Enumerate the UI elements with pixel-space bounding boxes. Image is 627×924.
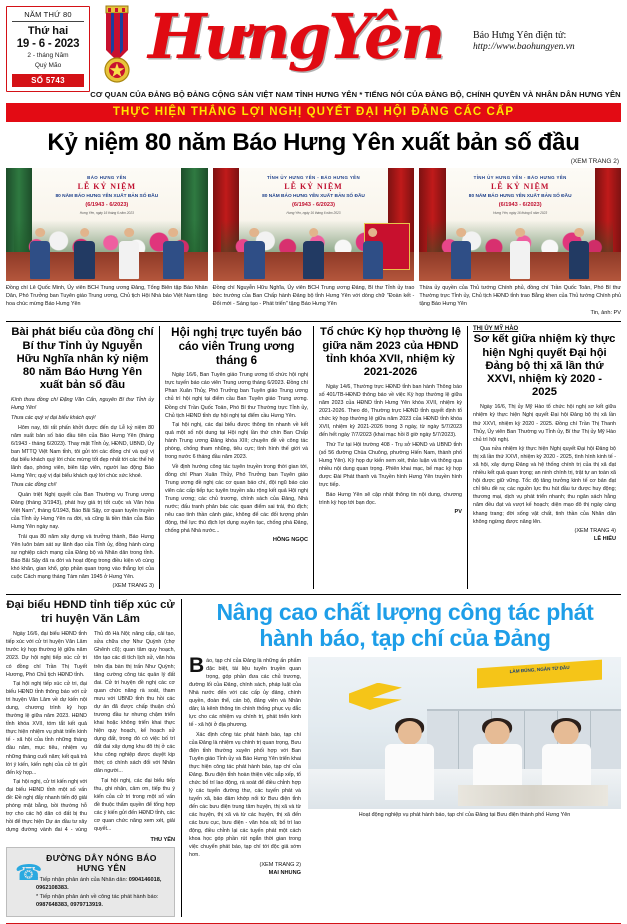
- hotline-line-1: [36, 876, 167, 893]
- article-paragraph: Ngày 16/6, đại biểu HĐND tỉnh tiếp xúc với cử tri huyện Văn Lâm trước kỳ họp thường lệ giữa năm 2023. Dự hội nghị tiếp xúc cử tri có đồng chí Trần Thị Tuyết Hương, Phó Chủ tịch HĐND tỉnh.: [6, 631, 87, 678]
- photo-screen-line3: (6/1943 - 6/2023): [498, 201, 542, 208]
- hotline-numbers-1[interactable]: 0904146018, 0962108383.: [36, 876, 162, 892]
- masthead: [0, 0, 627, 96]
- page-title: HưngYên: [148, 0, 443, 73]
- photo-screen-line3: (6/1943 - 6/2023): [292, 201, 335, 208]
- photo-caption: Thừa ủy quyền của Thủ tướng Chính phủ, đồng chí Trần Quốc Toản, Phó Bí thư Thường trực Tỉnh ủy, Chủ tịch HĐND tỉnh trao Bằng khen của Thủ tướng Chính phủ tặng Báo Hưng Yên: [419, 285, 622, 308]
- feature-see-page[interactable]: (XEM TRANG 2): [259, 861, 301, 868]
- publication-year-label: NĂM THỨ 80: [12, 10, 84, 22]
- article-paragraph: Về định hướng công tác tuyên truyền trong thời gian tới, đồng chí Phan Xuân Thủy, Phó Trưởng ban Tuyên giáo Trung ương đề nghị các cơ quan báo chí, đội ngũ báo cáo viên các cấp tiếp tục tuyên truyền sâu rộng kết quả Hội nghị Trung ương; các chủ trương, chính sách của Đảng, Nhà nước; đấu tranh phản bác các quan điểm sai trái, thù địch; nêu cao tinh thần cảnh giác, không để các đối tượng phản động, thế lực thù địch lợi dụng xuyên tạc, chống phá Đảng, chống phá Nhà nước...: [165, 463, 308, 535]
- article-body: [473, 403, 616, 525]
- hotline-label-1: * Tiếp nhận phản ánh của Nhân dân:: [36, 876, 128, 883]
- ceremony-photo-1: [6, 168, 208, 281]
- article-body: [11, 396, 154, 581]
- bottom-section: [0, 599, 627, 917]
- article-paragraph: Ngày 16/6, Thị ủy Mỹ Hào tổ chức hội nghị sơ kết giữa nhiệm kỳ thực hiện Nghị quyết Đại hội Đảng bộ thị xã lần thứ XXVI, nhiệm kỳ 2020 - 2025. Đồng chí Trần Thị Thanh Thủy, Ủy viên Ban Thường vụ Tỉnh ủy, Bí thư Thị ủy Mỹ Hào chủ trì hội nghị.: [473, 404, 616, 443]
- photo-screen-line1: LỄ KỶ NIỆM: [490, 181, 550, 191]
- hotline-numbers-2[interactable]: 0987648383, 0979713919.: [36, 902, 103, 909]
- article-headline[interactable]: Bài phát biểu của đồng chí Bí thư Tỉnh ủy Nguyễn Hữu Nghĩa nhân kỷ niệm 80 năm Báo Hưng Yên xuất bản số đầu: [11, 326, 154, 392]
- photo-screen-line3: (6/1943 - 6/2023): [85, 201, 129, 208]
- article-paragraph: Báo Hưng Yên sẽ cập nhật thông tin nội dung, chương trình kỳ họp tới bạn đọc.: [319, 491, 462, 506]
- article-kicker: THỊ ỦY MỸ HÀO: [473, 326, 519, 333]
- publication-date: 19 - 6 - 2023: [16, 37, 80, 50]
- photo-screen-line1: LỄ KỶ NIỆM: [77, 181, 137, 191]
- article-byline: THU YẾN: [150, 836, 175, 843]
- photo-screen-line4: Hưng Yên, ngày 16 tháng 6 năm 2023: [286, 210, 341, 215]
- hotline-box: [6, 847, 175, 918]
- photo-item: [6, 168, 208, 316]
- online-edition-label: Báo Hưng Yên điện tử:: [473, 30, 567, 41]
- article-paragraph: Thưa các đồng chí!: [11, 482, 57, 489]
- photo-screen-line2: 80 NĂM BÁO HƯNG YÊN XUẤT BẢN SỐ ĐẦU: [468, 193, 572, 199]
- medal-icon: [94, 4, 140, 96]
- article-see-page[interactable]: (XEM TRANG 4): [574, 527, 616, 534]
- masthead-slogan: CƠ QUAN CỦA ĐẢNG BỘ ĐẢNG CỘNG SẢN VIỆT NAM TỈNH HƯNG YÊN * TIẾNG NÓI CỦA ĐẢNG BỘ, CHÍNH QUYỀN VÀ NHÂN DÂN HƯNG YÊN: [90, 90, 621, 99]
- article-column-2: [159, 326, 313, 589]
- feature-photo-wrap: [308, 657, 621, 876]
- photo-credit: Tin, ảnh: PV: [590, 310, 622, 317]
- campaign-banner: THỰC HIỆN THẮNG LỢI NGHỊ QUYẾT ĐẠI HỘI ĐẢNG CÁC CẤP: [6, 103, 621, 122]
- lead-headline[interactable]: Kỷ niệm 80 năm Báo Hưng Yên xuất bản số đầu: [47, 129, 580, 156]
- feature-body: [189, 653, 301, 876]
- photo-item: [419, 168, 621, 316]
- post-office-photo: [308, 657, 621, 809]
- article-paragraph: Qua nửa nhiệm kỳ thực hiện Nghị quyết Đại hội Đảng bộ thị xã lần thứ XXVI, nhiệm kỳ 2020 - 2025, tình hình kinh tế - xã hội, xây dựng Đảng và hệ thống chính trị của thị xã đạt nhiều kết quả quan trọng; an ninh chính trị, trật tự an toàn xã hội được giữ vững. Tốc độ tăng trưởng kinh tế cơ bản đạt chỉ tiêu đề ra; các nguồn lực thu hút đầu tư được huy động; thương mại, dịch vụ phát triển nhanh; thu ngân sách hằng năm đều đạt và vượt kế hoạch; diện mạo đô thị ngày càng khang trang; đời sống vật chất, tinh thần của Nhân dân không ngừng được nâng lên.: [473, 446, 616, 525]
- bottom-right-article: [182, 599, 621, 917]
- article-paragraph: Tại hội nghị tiếp xúc cử tri, đại biểu HĐND tỉnh thông báo với cử tri huyện Văn Lâm về dự kiến nội dung, chương trình kỳ họp thường lệ giữa năm 2023. HĐND tỉnh khóa XVII, tóm tắt kết quả thực hiện nhiệm vụ phát triển kinh tế - xã hội của tỉnh những tháng đầu năm, mục tiêu, nhiệm vụ những tháng cuối năm; kết quả trả lời ý kiến, kiến nghị của cử tri gửi đến kỳ họp...: [6, 681, 87, 776]
- section-divider: [6, 594, 621, 595]
- article-columns: [0, 326, 627, 589]
- photo-screen-org: BÁO HƯNG YÊN: [87, 174, 127, 180]
- article-column-3: [313, 326, 467, 589]
- photo-screen-line4: Hưng Yên, ngày 16 tháng 6 năm 2023: [79, 210, 134, 215]
- lead-see-page[interactable]: (XEM TRANG 2): [570, 158, 619, 165]
- article-paragraph: Kính thưa đồng chí Đặng Văn Cẩn, nguyên Bí thư Tỉnh ủy Hưng Yên!: [11, 397, 154, 412]
- article-column-1: [6, 326, 159, 589]
- photo-screen-org: TỈNH ỦY HƯNG YÊN - BÁO HƯNG YÊN: [266, 174, 361, 180]
- article-headline[interactable]: Sơ kết giữa nhiệm kỳ thực hiện Nghị quyết Đại hội Đảng bộ thị xã lần thứ XXVI, nhiệm kỳ 2020 - 2025: [473, 333, 616, 399]
- ceremony-photo-2: [213, 168, 415, 281]
- photo-item: [213, 168, 415, 316]
- article-headline[interactable]: Hội nghị trực tuyến báo cáo viên Trung ương tháng 6: [171, 326, 302, 367]
- feature-byline: MAI NHUNG: [268, 869, 301, 876]
- photo-screen-line4: Hưng Yên, ngày 16 tháng 6 năm 2023: [493, 210, 548, 215]
- article-see-page[interactable]: (XEM TRANG 3): [112, 582, 154, 589]
- article-headline[interactable]: Đại biểu HĐND tỉnh tiếp xúc cử tri huyện Văn Lâm: [6, 598, 175, 625]
- masthead-title-area: [142, 0, 621, 73]
- date-box: [6, 6, 90, 92]
- article-body: [165, 371, 308, 535]
- article-headline[interactable]: Tổ chức Kỳ họp thường lệ giữa năm 2023 của HĐND tỉnh khóa XVII, nhiệm kỳ 2021-2026: [319, 326, 461, 378]
- photo-sign-text: LÀM ĐÚNG, NGẮN TỪ ĐẦU: [509, 665, 570, 675]
- article-paragraph: Trải qua 80 năm xây dựng và trưởng thành, Báo Hưng Yên luôn bám sát sự lãnh đạo của Tỉnh ủy, đồng hành cùng sự nghiệp cách mạng của Đảng bộ và Nhân dân trong tỉnh. Báo Bãi Sậy đã ra đời và hoạt động trong điều kiện vô cùng khó khăn, gian khổ, góp phần quan trọng vào thắng lợi của cuộc Cách mạng tháng Tám năm 1945 ở Hưng Yên.: [11, 533, 154, 580]
- feature-photo-caption: Hoạt động nghiệp vụ phát hành báo, tạp chí của Đảng tại Bưu điện thành phố Hưng Yên: [358, 811, 571, 818]
- photo-caption: Đồng chí Nguyễn Hữu Nghĩa, Ủy viên BCH Trung ương Đảng, Bí thư Tỉnh ủy trao bức trướng của Ban Chấp hành Đảng bộ tỉnh Hưng Yên với dòng chữ "Đoàn kết - Đổi mới - Sáng tạo - Phát triển" tặng Báo Hưng Yên: [212, 285, 415, 308]
- photo-caption: Đồng chí Lê Quốc Minh, Ủy viên BCH Trung ương Đảng, Tổng Biên tập Báo Nhân Dân, Phó Trưởng ban Tuyên giáo Trung ương, Chủ tịch Hội Nhà báo Việt Nam tặng hoa chúc mừng Báo Hưng Yên: [6, 285, 208, 308]
- online-edition-info: [473, 30, 619, 52]
- ceremony-photo-3: [419, 168, 621, 281]
- article-paragraph: Tại hội nghị, các đại biểu tiếp thu, ghi nhận, cảm ơn, tiếp thu ý kiến của cử tri trong một số vấn đề thuộc thẩm quyền để tổng hợp các ý kiến gửi đến HĐND tỉnh, các cơ quan chức năng xem xét, giải quyết...: [94, 777, 175, 832]
- photo-screen-line2: 80 NĂM BÁO HƯNG YÊN XUẤT BẢN SỐ ĐẦU: [262, 193, 365, 199]
- article-paragraph: Thưa các quý vị đại biểu khách quý!: [11, 415, 96, 422]
- article-paragraph: Xác định công tác phát hành báo, tạp chí của Đảng là nhiệm vụ chính trị quan trọng, Bưu điện tỉnh thường xuyên phối hợp với Ban Tuyên giáo Tỉnh ủy và Báo Hưng Yên triển khai thực hiện công tác phát hành báo, tạp chí của Đảng. Bưu điện tỉnh hoàn thiện việc sắp xếp, tổ chức bố trí lao động, rà soát để điều chỉnh hợp lý các tuyến đường thư, các tuyến phát và tuyến xã, bảo đảm khớp nối từ Bưu điện tỉnh đến các bưu điện trung tâm huyện, thị xã và từ các huyện, thị xã và từ các huyện, thị xã đến các bưu cục, bưu điện - văn hóa xã; bố trí lao động, điều chỉnh lại các tuyến phát một cách khoa học góp phần rút ngắn thời gian trong việc chuyển phát báo, tạp chí tới độc giả sớm hơn.: [189, 731, 301, 859]
- lunar-year: Quý Mão: [34, 61, 62, 69]
- photo-screen-org: TỈNH ỦY HƯNG YÊN - BÁO HƯNG YÊN: [473, 174, 567, 180]
- article-column-4: [467, 326, 621, 589]
- hotline-label-2: * Tiếp nhận phản ánh về công tác phát hành báo:: [36, 893, 159, 900]
- article-body: [319, 383, 462, 507]
- photo-screen-line2: 80 NĂM BÁO HƯNG YÊN XUẤT BẢN SỐ ĐẦU: [55, 193, 159, 199]
- online-edition-url[interactable]: http://www.baohungyen.vn: [473, 42, 575, 52]
- section-divider: [6, 321, 621, 322]
- article-paragraph: Hôm nay, tôi rất phấn khởi được đến dự Lễ kỷ niệm 80 năm xuất bản số báo đầu tiên của Báo Hưng Yên (tháng 6/1943 - tháng 6/2023). Thay mặt Tỉnh ủy, HĐND, UBND, Ủy ban MTTQ Việt Nam tỉnh, tôi gửi tới các đồng chí và quý vị đại biểu khách quý lời chúc mừng tốt đẹp nhất tới các thế hệ lãnh đạo, phóng viên, biên tập viên, người lao động Báo Hưng Yên; quý vị đại biểu khách quý lời chúc sức khoẻ.: [11, 424, 154, 479]
- article-paragraph: Ngày 16/6, Ban Tuyên giáo Trung ương tổ chức hội nghị trực tuyến báo cáo viên Trung ương tháng 6/2023. Đồng chí Phan Xuân Thủy, Phó Trưởng ban Tuyên giáo Trung ương chủ trì hội nghị tại điểm cầu Ban Tuyên giáo Trung ương. Đồng chí Trần Quốc Toản, Phó Bí thư Thường trực Tỉnh ủy, Chủ tịch HĐND tỉnh dự hội nghị tại điểm cầu Hưng Yên.: [165, 372, 308, 419]
- article-paragraph: Tại hội nghị, các đại biểu được thông tin nhanh về kết quả một số nội dung tại Hội nghị lần thứ chín Ban Chấp hành Trung ương Đảng khóa XIII; chuyên đề về công tác phòng, chống tham nhũng, tiêu cực; tình hình thế giới và trong nước 6 tháng đầu năm 2023.: [165, 422, 308, 461]
- photo-screen-line1: LỄ KỶ NIỆM: [284, 181, 343, 191]
- feature-headline[interactable]: Nâng cao chất lượng công tác phát hành báo, tạp chí của Đảng: [216, 598, 594, 652]
- issue-number: SỐ 5743: [12, 74, 84, 87]
- article-byline: HỒNG NGỌC: [272, 537, 308, 544]
- article-paragraph: Thứ Tư tại Hội trường 408 - Trụ sở HĐND và UBND tỉnh (số 56 đường Chùa Chuông, phường Hiến Nam, thành phố Hưng Yên). Kỳ họp dự kiến xem xét, thảo luận và thông qua nhiều nội dung quan trọng. Phiên khai mạc, bế mạc kỳ họp được Đài Phát thanh và Truyền hình Hưng Yên truyền hình trực tiếp.: [319, 442, 462, 489]
- hotline-line-2: [36, 893, 167, 910]
- article-paragraph: Quán triệt Nghị quyết của Ban Thường vụ Trung ương Đảng (tháng 3/1943), phát huy giá trị tốt cuộc và Văn hóa Việt Nam", tháng 6/1943, Báo Bãi Sậy, cơ quan tuyên truyền của Tỉnh ủy Hưng Yên ra đời, và cũng là tiền thân của Báo Hưng Yên ngày nay.: [11, 491, 154, 531]
- weekday-label: Thứ hai: [27, 25, 69, 37]
- article-paragraph: Ngày 14/6, Thường trực HĐND tỉnh ban hành Thông báo số 401/TB-HĐND thông báo về việc Kỳ họp thường lệ giữa năm 2023 của HĐND tỉnh Hưng Yên khóa XVII, nhiệm kỳ 2021-2026. Theo đó, Thường trực HĐND tỉnh quyết định tổ chức kỳ họp thường lệ giữa năm 2023 của HĐND tỉnh khóa XVII, nhiệm kỳ 2021-2026 trong 3 ngày, từ ngày 5/7/2023 đến hết ngày 7/7/2023 (khai mạc hồi 8 giờ ngày 5/7/2023).: [319, 384, 462, 439]
- article-byline: PV: [454, 508, 462, 515]
- hotline-title: ĐƯỜNG DÂY NÓNG BÁO HƯNG YÊN: [46, 852, 157, 873]
- photo-row: [0, 168, 627, 316]
- article-byline: LÊ HIẾU: [593, 535, 616, 542]
- lunar-date: 2 - tháng Năm: [27, 52, 69, 60]
- article-body: [6, 630, 175, 834]
- article-paragraph: Báo, tạp chí của Đảng là những ấn phẩm đặc biệt, tài liệu tuyên truyền quan trọng, góp phần đưa các chủ trương, đường lối của Đảng, chính sách, pháp luật của Nhà nước đến với các cấp ủy đảng, chính quyền, đoàn thể, cán bộ, đảng viên và Nhân dân; là kênh thông tin chính thống phục vụ đắc lực cho các nhiệm vụ chính trị, phát triển kinh tế - xã hội ở địa phương.: [189, 653, 301, 729]
- phone-icon: ☎: [15, 859, 43, 885]
- article-paragraph: Tại hội nghị, cử tri kiến nghị với đại biểu HĐND tỉnh một số vấn đề: Đề nghị đẩy nhanh tiến độ giải phóng mặt bằng, bồi thường hỗ trợ cho các hộ dân có đất bị thu hồi để thực hiện Dự án đầu tư xây dựng đường vành đai 4 - vùng Thủ đô Hà Nội; nâng cấp, cải tạo, sửa chữa chợ Như Quỳnh (chợ Ghênh cũ); quan tâm quy hoạch, tôn tạo các di tích lịch sử, văn hóa trên địa bàn thị trấn Như Quỳnh; tăng cường công tác quản lý đất đai. Cử tri huyện đề nghị các cơ quan chức năng rà soát, tham mưu với UBND tỉnh thu hồi các dự án đã được chấp thuận chủ trương đầu tư nhưng chậm triển khai hoặc không triển khai thực hiện quy hoạch, kế hoạch sử dụng đất, trong đó có việc bố trí đất đai xây dựng khu đô thị ở các khu công nghiệp được duyệt kịp thời; có chính sách đối với Nhân dân người...: [6, 631, 175, 834]
- bottom-left-article: [6, 599, 182, 917]
